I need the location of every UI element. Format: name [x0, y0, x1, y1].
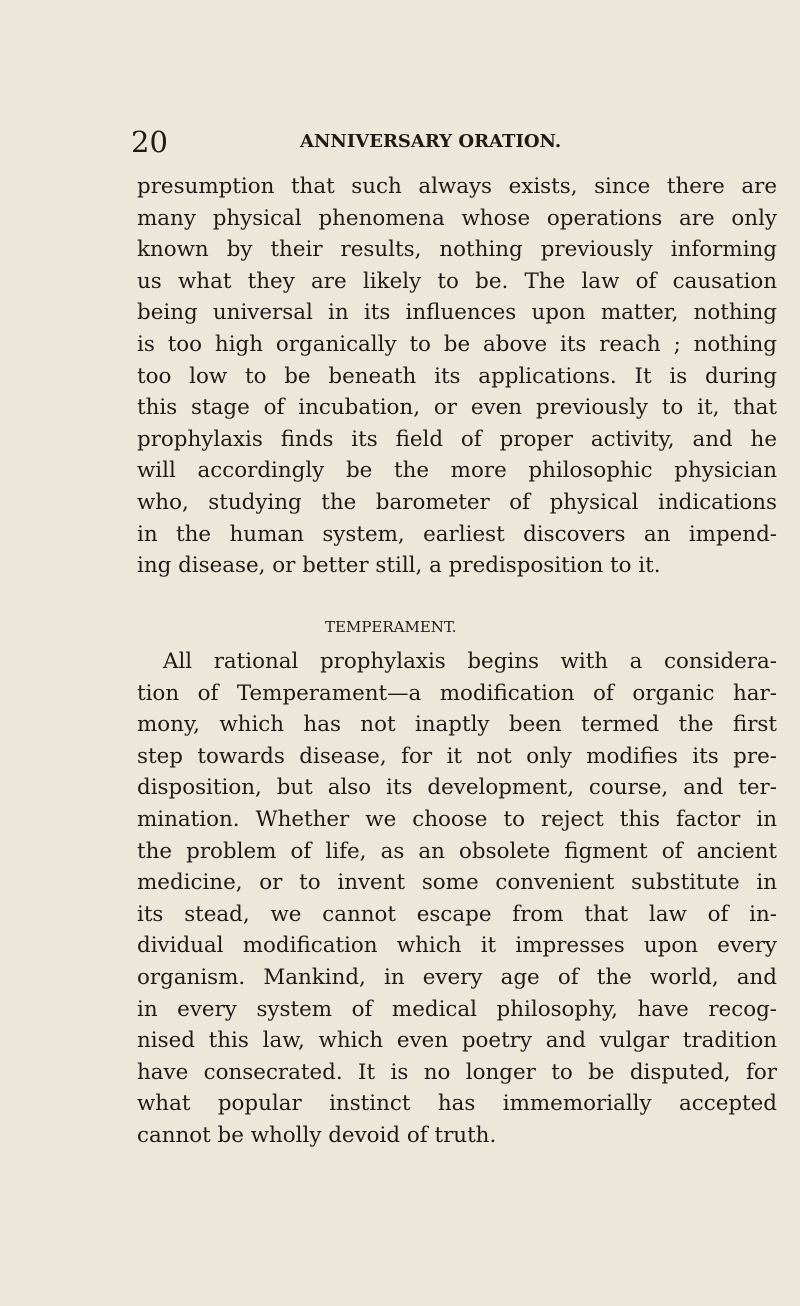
section-heading: TEMPERAMENT.	[325, 618, 457, 636]
text-line: will accordingly be the more philosophic physician	[137, 458, 777, 484]
paragraph-1	[137, 171, 777, 582]
text-line: mination. Whether we choose to reject this factor in	[137, 806, 777, 832]
text-line: this stage of incubation, or even previously to it, that	[137, 395, 777, 421]
text-line: many physical phenomena whose operations are only	[137, 205, 777, 231]
text-line: prophylaxis finds its field of proper activity, and he	[137, 426, 777, 452]
text-line: tion of Temperament—a modification of organic har-	[137, 680, 777, 706]
text-line: step towards disease, for it not only modifies its pre-	[137, 743, 777, 769]
text-line: in every system of medical philosophy, have recog-	[137, 996, 777, 1022]
text-line: being universal in its influences upon matter, nothing	[137, 300, 777, 326]
text-line: have consecrated. It is no longer to be disputed, for	[137, 1059, 777, 1085]
text-line: known by their results, nothing previously informing	[137, 237, 777, 263]
text-line: mony, which has not inaptly been termed the first	[137, 712, 777, 738]
text-line: nised this law, which even poetry and vulgar tradition	[137, 1028, 777, 1054]
text-line: who, studying the barometer of physical indications	[137, 489, 777, 515]
text-line: All rational prophylaxis begins with a considera-	[163, 649, 777, 674]
text-line: the problem of life, as an obsolete figment of ancient	[137, 838, 777, 864]
text-line: in the human system, earliest discovers an impend-	[137, 521, 777, 547]
text-line: dividual modification which it impresses upon every	[137, 933, 777, 959]
running-head: ANNIVERSARY ORATION.	[300, 131, 562, 152]
text-line: disposition, but also its development, course, and ter-	[137, 775, 777, 801]
text-line: too low to be beneath its applications. It is during	[137, 363, 777, 389]
page-number: 20	[131, 125, 168, 159]
text-line: is too high organically to be above its reach ; nothing	[137, 331, 777, 357]
text-line: its stead, we cannot escape from that law of in-	[137, 901, 777, 927]
text-line: organism. Mankind, in every age of the world, and	[137, 964, 777, 990]
text-line: medicine, or to invent some convenient substitute in	[137, 870, 777, 896]
text-line: cannot be wholly devoid of truth.	[137, 1122, 497, 1148]
text-line: us what they are likely to be. The law of causation	[137, 268, 777, 294]
text-line: what popular instinct has immemorially accepted	[137, 1091, 777, 1117]
text-line: presumption that such always exists, since there are	[137, 174, 777, 199]
paragraph-2	[137, 646, 777, 1152]
text-line: ing disease, or better still, a predisposition to it.	[137, 553, 661, 579]
